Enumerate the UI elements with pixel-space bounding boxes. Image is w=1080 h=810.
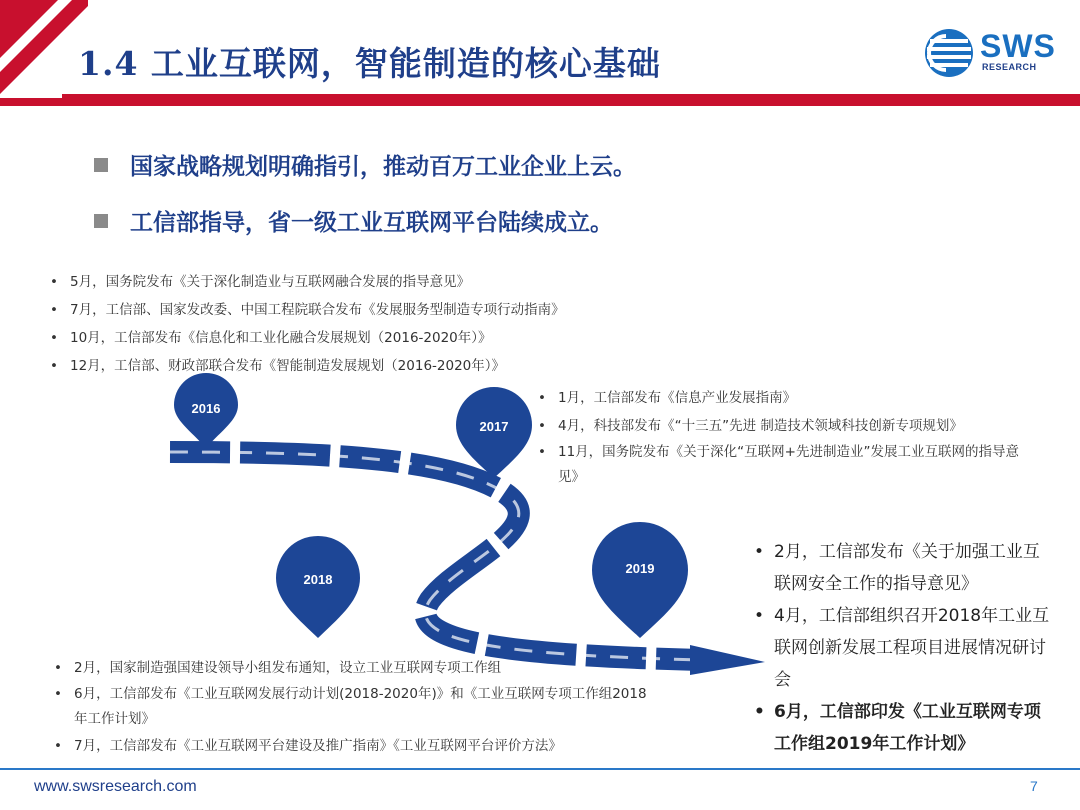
headline-text: 工信部指导，省一级工业互联网平台陆续成立。 (130, 210, 613, 236)
footer-divider (0, 768, 1080, 770)
list-item: • 11月，国务院发布《关于深化“互联网+先进制造业”发展工业互联网的指导意见》 (534, 440, 1024, 490)
pin-label: 2017 (479, 419, 509, 434)
list-item-highlight: • 6月，工信部印发《工业互联网专项工作组2019年工作计划》 (750, 696, 1050, 760)
list-item: • 2月，工信部发布《关于加强工业互联网安全工作的指导意见》 (750, 536, 1050, 600)
pin-2019 (592, 522, 688, 638)
list-item: • 7月，工信部发布《工业互联网平台建设及推广指南》《工业互联网平台评价方法》 (50, 732, 660, 760)
list-item: • 10月，工信部发布《信息化和工业化融合发展规划（2016-2020年）》 (46, 324, 565, 352)
logo-text: SWS (980, 28, 1056, 64)
list-item: • 4月，科技部发布《“十三五”先进 制造技术领域科技创新专项规划》 (534, 412, 1024, 440)
list-item: • 6月，工信部发布《工业互联网发展行动计划(2018-2020年)》和《工业互联网专项工作组2018年工作计划》 (50, 682, 660, 732)
list-2016 (46, 268, 565, 380)
list-item: • 1月，工信部发布《信息产业发展指南》 (534, 384, 1024, 412)
headline-text: 国家战略规划明确指引，推动百万工业企业上云。 (130, 154, 636, 180)
pin-2016 (174, 373, 238, 448)
footer-url: www.swsresearch.com (34, 778, 197, 795)
pin-label: 2018 (303, 572, 333, 587)
page-title: 1.4 工业互联网，智能制造的核心基础 (78, 44, 661, 83)
list-item: • 2月，国家制造强国建设领导小组发布通知，设立工业互联网专项工作组 (50, 654, 660, 682)
pin-2017 (456, 387, 532, 478)
list-item: • 5月，国务院发布《关于深化制造业与互联网融合发展的指导意见》 (46, 268, 565, 296)
list-2018 (50, 654, 660, 760)
pin-label: 2019 (625, 561, 655, 576)
page-number: 7 (1030, 778, 1038, 794)
logo-subtext: RESEARCH (982, 62, 1037, 72)
list-item: • 4月，工信部组织召开2018年工业互联网创新发展工程项目进展情况研讨会 (750, 600, 1050, 696)
list-item: • 7月，工信部、国家发改委、中国工程院联合发布《发展服务型制造专项行动指南》 (46, 296, 565, 324)
pin-label: 2016 (191, 401, 221, 416)
pin-2018 (276, 536, 360, 638)
list-2017 (534, 384, 1024, 490)
list-item: • 12月，工信部、财政部联合发布《智能制造发展规划（2016-2020年）》 (46, 352, 565, 380)
list-2019 (750, 536, 1050, 760)
